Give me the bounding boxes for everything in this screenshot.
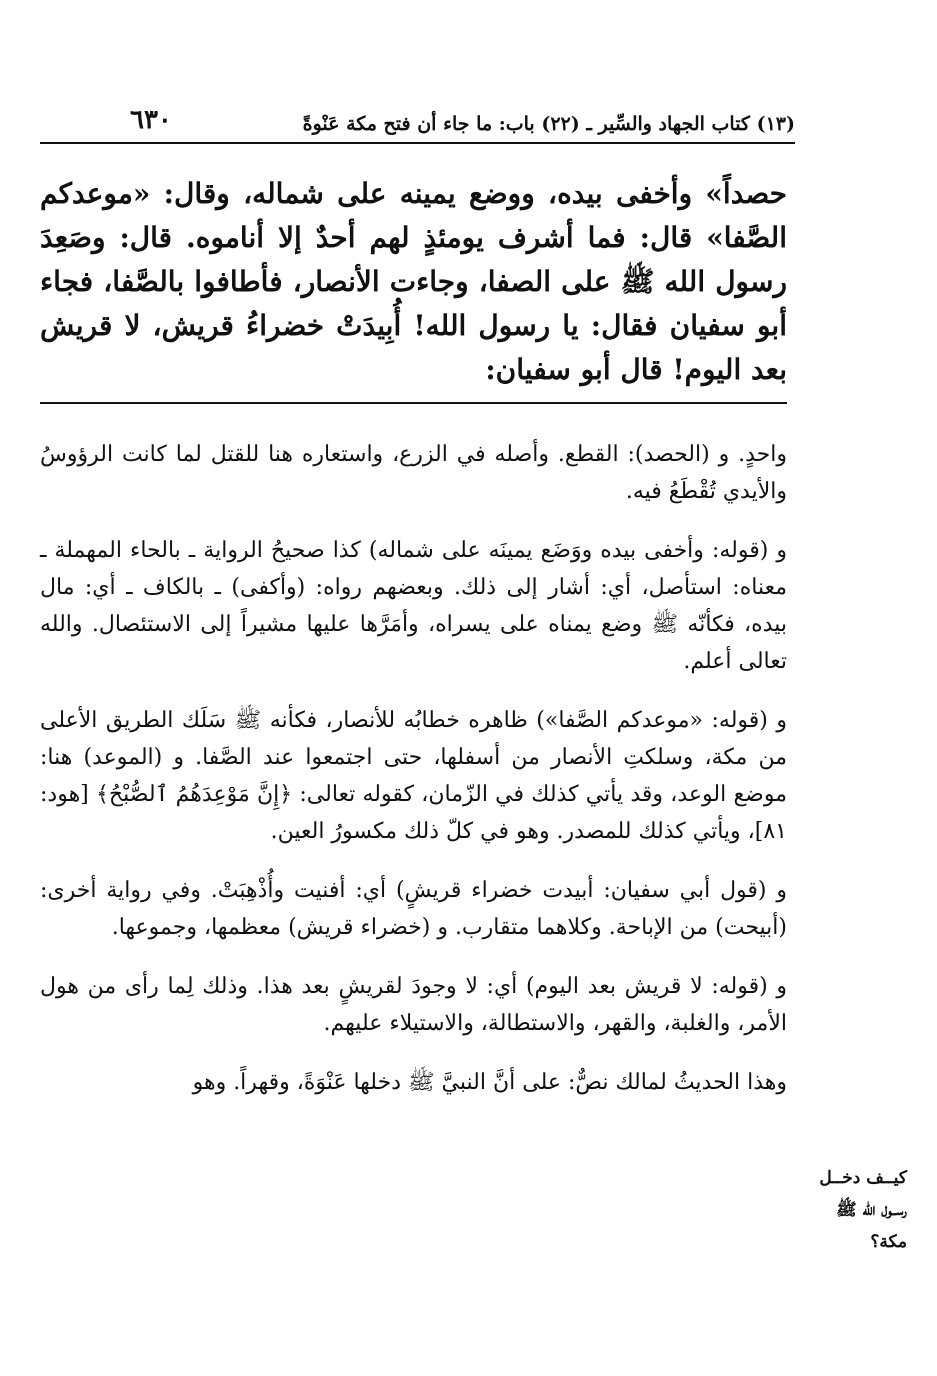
hadith-paragraph: حصداً» وأخفى بيده، ووضع يمينه على شماله، وقال: «موعدكم الصَّفا» قال: فما أشرف يومئذٍ لهم أحدٌ إلا أناموه. قال: وصَعِدَ رسول الله ﷺ على الصفا، وجاءت الأنصار، فأطافوا بالصَّفا، فجاء أبو سفيان فقال: يا رسول الله! أُبِيدَتْ خضراءُ قريش، لا قريش بعد اليوم! قال أبو سفيان: [40, 177, 787, 386]
commentary-paragraph: وهذا الحديثُ لمالك نصٌّ: على أنَّ النبيَّ ﷺ دخلها عَنْوَةً، وقهراً. وهو [192, 1070, 787, 1095]
margin-heading [797, 1162, 907, 1258]
margin-heading-line: رســول الله ﷺ [836, 1200, 907, 1220]
page-header [130, 105, 795, 135]
commentary-paragraph: و (قول أبي سفيان: أبيدت خضراء قريشٍ) أي: أفنيت وأُذْهِبَتْ. وفي رواية أخرى: (أبيحت) من الإباحة. وكلاهما متقارب. و (خضراء قريش) معظمها، وجموعها. [40, 878, 787, 940]
running-title: (١٣) كتاب الجهاد والسِّير ـ (٢٢) باب: ما جاء أن فتح مكة عَنْوةً [302, 113, 795, 135]
header-rule [40, 142, 795, 144]
hadith-text [40, 172, 787, 392]
commentary-separator [40, 402, 787, 404]
commentary [40, 436, 787, 1123]
margin-heading-line: مكة؟ [870, 1232, 907, 1252]
commentary-paragraph: و (قوله: «موعدكم الصَّفا») ظاهره خطابُه للأنصار، فكأنه ﷺ سَلَك الطريق الأعلى من مكة، وسلكتِ الأنصار من أسفلها، حتى اجتمعوا عند الصَّفا. و (الموعد) هنا: موضع الوعد، وقد يأتي كذلك في الزّمان، كقوله تعالى: ﴿إِنَّ مَوْعِدَهُمُ ٱلصُّبْحُ﴾ [هود: ٨١]، ويأتي كذلك للمصدر. وهو في كلّ ذلك مكسورُ العين. [40, 708, 787, 844]
commentary-paragraph: و (قوله: لا قريش بعد اليوم) أي: لا وجودَ لقريشٍ بعد هذا. وذلك لِما رأى من هول الأمر، والغلبة، والقهر، والاستطالة، والاستيلاء عليهم. [40, 974, 787, 1036]
page-number: ٦٣٠ [130, 105, 172, 135]
commentary-paragraph: و (قوله: وأخفى بيده ووَضَع يمينَه على شماله) كذا صحيحُ الرواية ـ بالحاء المهملة ـ معناه: استأصل، أي: أشار إلى ذلك. وبعضهم رواه: (وأكفى) ـ بالكاف ـ أي: مال بيده، فكأنّه ﷺ وضع يمناه على يسراه، وأمَرَّها عليها مشيراً إلى الاستئصال. والله تعالى أعلم. [40, 538, 787, 674]
commentary-paragraph: واحدٍ. و (الحصد): القطع. وأصله في الزرع، واستعاره هنا للقتل لما كانت الرؤوسُ والأيدي تُقْطَعُ فيه. [40, 442, 787, 504]
margin-heading-line: كيــف دخــل [819, 1168, 907, 1188]
